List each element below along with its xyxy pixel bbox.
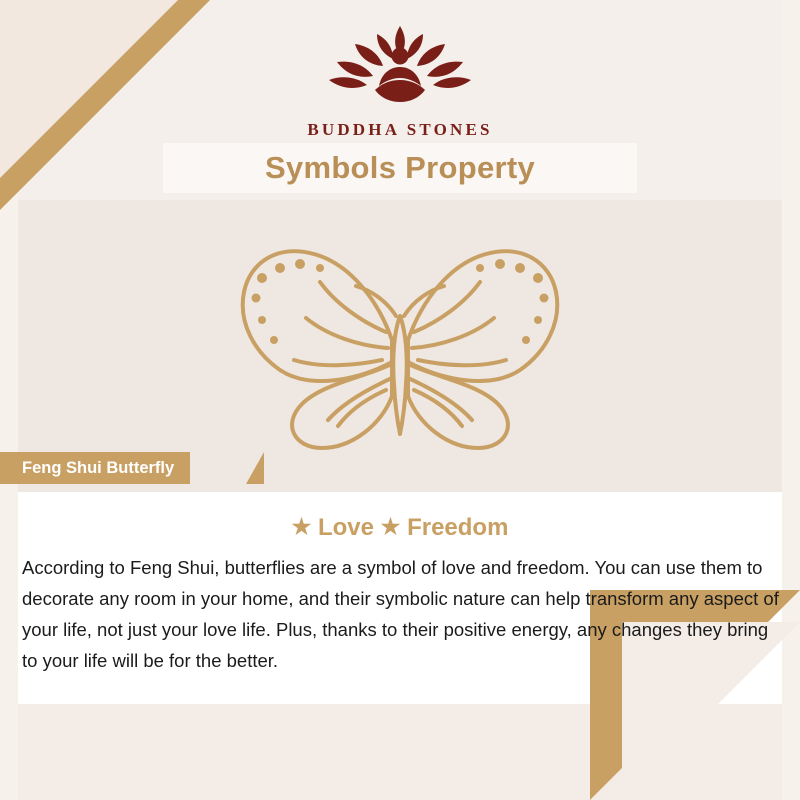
page-title: Symbols Property [264,150,536,185]
hero-image [0,228,800,473]
ribbon-label-text: Feng Shui Butterfly [22,458,175,477]
subtitle-freedom: Freedom [407,514,509,541]
brand-name: BUDDHA STONES [307,120,493,139]
star-icon-middle: ★ [380,514,401,539]
brand-logo [0,18,800,140]
subtitle [0,514,800,542]
description-paragraph: According to Feng Shui, butterflies are a symbol of love and freedom. You can use them to decorate any room in your home, and their symbolic nature can help transform any aspect of your life, not just your love life. Plus, thanks to their positive energy, any changes they bring to your life will be for the better. [22,557,779,671]
title-band [163,143,637,193]
lotus-meditation-icon [315,18,485,118]
subtitle-love: Love [317,514,374,541]
ribbon-label [0,452,190,484]
star-icon-left: ★ [291,514,312,539]
ribbon-tail [246,452,264,484]
butterfly-icon [210,228,590,468]
